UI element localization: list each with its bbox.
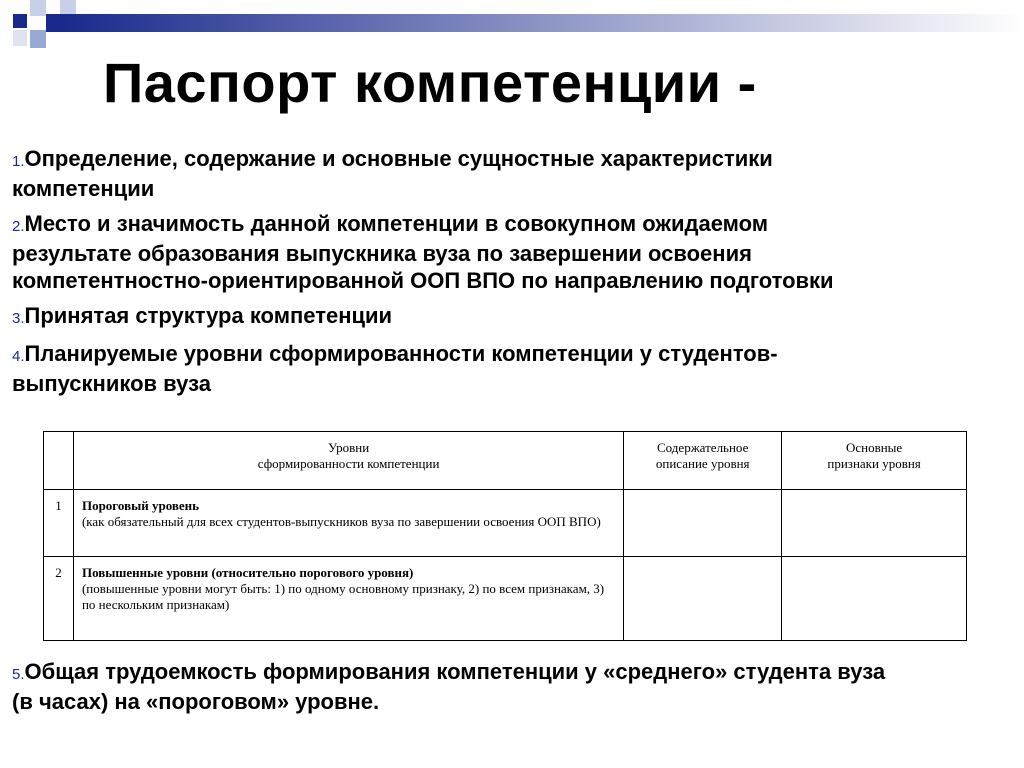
row-title: Повышенные уровни (относительно порогового уровня) (81, 565, 414, 580)
row-number: 1 (44, 490, 74, 557)
list-item (12, 210, 892, 294)
list-item-number: 3. (12, 310, 25, 327)
list-item (12, 658, 912, 715)
numbered-list (12, 145, 892, 405)
table-header-cell-features: Основные признаки уровня (782, 432, 967, 490)
list-item (12, 340, 892, 397)
row-title: Пороговый уровень (81, 498, 200, 513)
list-item-text: Принятая структура компетенции (24, 303, 393, 328)
list-item (12, 145, 892, 202)
list-item-text: Общая трудоемкость формирования компетенции у «среднего» студента вуза (в часах) на «пороговом» уровне. (12, 659, 886, 714)
row-empty-cell (782, 557, 967, 641)
table-row (44, 557, 967, 641)
row-description: (как обязательный для всех студентов-выпускников вуза по завершении освоения ООП ВПО) (81, 514, 601, 529)
row-empty-cell (624, 490, 782, 557)
row-empty-cell (782, 490, 967, 557)
list-item-number: 1. (12, 153, 25, 170)
list-item (12, 302, 892, 332)
row-level-cell (73, 557, 623, 641)
table-header-cell-number (44, 432, 74, 490)
list-item-text: Определение, содержание и основные сущностные характеристики компетенции (12, 146, 773, 201)
row-description: (повышенные уровни могут быть: 1) по одному основному признаку, 2) по всем признакам, 3) по нескольким признакам) (81, 581, 605, 612)
table-header-cell-description: Содержательное описание уровня (624, 432, 782, 490)
table-header-cell-levels: Уровни сформированности компетенции (73, 432, 623, 490)
competence-levels-table (43, 431, 967, 641)
list-item-number: 4. (12, 348, 25, 365)
list-item-number: 5. (12, 666, 25, 683)
table-header-row (44, 432, 967, 490)
list-item-text: Планируемые уровни сформированности компетенции у студентов-выпускников вуза (12, 341, 778, 396)
row-empty-cell (624, 557, 782, 641)
table-row (44, 490, 967, 557)
slide-title: Паспорт компетенции - (103, 51, 757, 114)
list-item-number: 2. (12, 218, 25, 235)
row-number: 2 (44, 557, 74, 641)
list-item-text: Место и значимость данной компетенции в совокупном ожидаемом результате образования выпускника вуза по завершении освоения компетентностно-ориентированной ООП ВПО по направлению подготовки (12, 211, 834, 293)
row-level-cell (73, 490, 623, 557)
